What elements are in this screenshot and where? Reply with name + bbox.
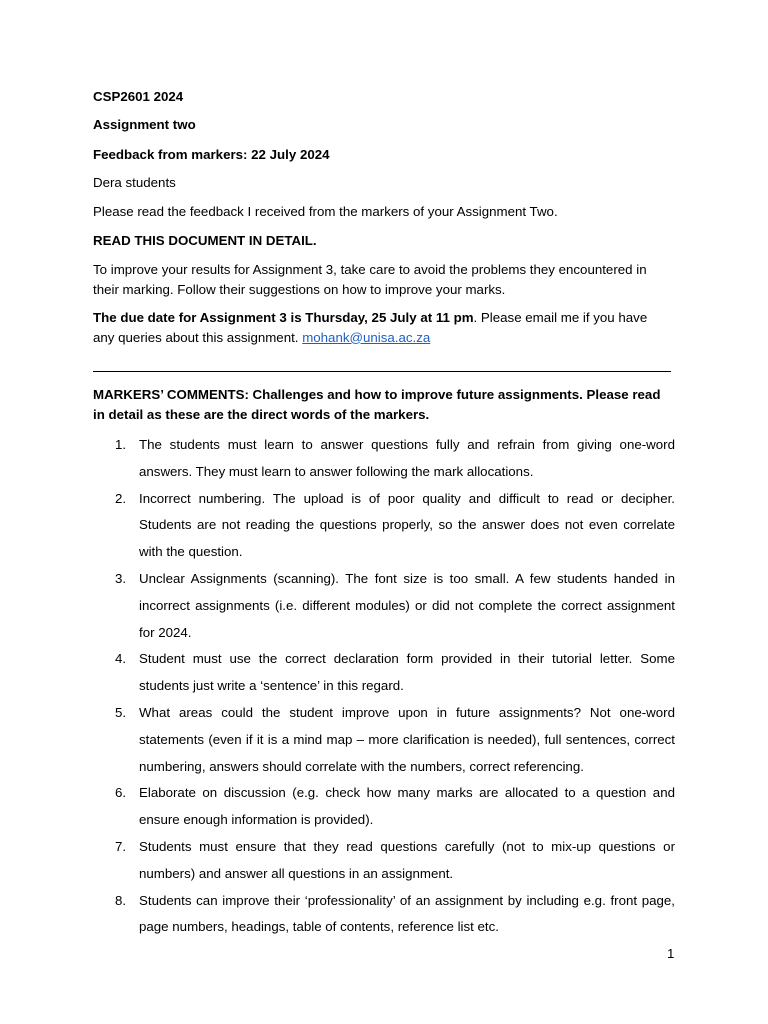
read-detail-notice: READ THIS DOCUMENT IN DETAIL. — [93, 233, 317, 248]
list-number: 3. — [115, 570, 127, 586]
list-text: What areas could the student improve upon in future assignments? Not one-word statements (even if it is a mind map – more clarification is needed), full sentences, correct numbering, answers should correlate with the numbers, correct referencing. — [139, 704, 675, 774]
intro-line: Please read the feedback I received from the markers of your Assignment Two. — [93, 204, 558, 219]
list-number: 5. — [115, 704, 127, 720]
list-text: Elaborate on discussion (e.g. check how many marks are allocated to a question and ensure enough information is provided). — [139, 785, 675, 828]
due-date-bold: The due date for Assignment 3 is Thursday, 25 July at 11 pm — [93, 310, 474, 325]
list-item — [93, 432, 675, 486]
list-item — [93, 888, 675, 942]
list-text: Students must ensure that they read questions carefully (not to mix-up questions or numbers) and answer all questions in an assignment. — [139, 838, 675, 881]
list-number: 1. — [115, 437, 127, 452]
course-code: CSP2601 2024 — [93, 89, 184, 104]
list-text: Student must use the correct declaration form provided in their tutorial letter. Some students just write a ‘sentence’ in this regard. — [139, 651, 675, 694]
list-number: 8. — [115, 892, 127, 908]
list-number: 4. — [115, 651, 127, 667]
greeting: Dera students — [93, 175, 176, 190]
list-text: The students must learn to answer questions fully and refrain from giving one-word answers. They must learn to answer following the mark allocations. — [139, 437, 675, 479]
list-item — [93, 834, 675, 888]
list-item — [93, 780, 675, 834]
list-item — [93, 486, 675, 566]
assignment-title: Assignment two — [93, 117, 196, 132]
due-date-rest: . Please email me if you have any queries about this assignment. — [93, 310, 648, 345]
due-date-paragraph — [93, 308, 668, 347]
markers-comments-list — [93, 432, 675, 941]
separator-line — [93, 371, 671, 372]
feedback-date: Feedback from markers: 22 July 2024 — [93, 147, 330, 162]
list-number: 7. — [115, 838, 127, 854]
list-text: Incorrect numbering. The upload is of poor quality and difficult to read or decipher. Students are not reading the questions properly, so the answer does not even correlate with the question. — [139, 490, 675, 560]
markers-heading: MARKERS’ COMMENTS: Challenges and how to improve future assignments. Please read in detail as these are the direct words of the markers. — [93, 387, 661, 422]
email-link[interactable]: mohank@unisa.ac.za — [302, 329, 431, 345]
list-item — [93, 700, 675, 780]
list-text: Unclear Assignments (scanning). The font size is too small. A few students handed in incorrect assignments (i.e. different modules) or did not complete the correct assignment for 2024. — [139, 570, 675, 640]
page-number: 1 — [667, 946, 675, 961]
list-number: 6. — [115, 785, 127, 801]
improve-paragraph: To improve your results for Assignment 3, take care to avoid the problems they encountered in their marking. Follow their suggestions on how to improve your marks. — [93, 262, 647, 297]
list-number: 2. — [115, 490, 127, 506]
list-item — [93, 646, 675, 700]
list-text: Students can improve their ‘professionality’ of an assignment by including e.g. front page, page numbers, headings, table of contents, reference list etc. — [139, 892, 675, 935]
list-item — [93, 566, 675, 646]
